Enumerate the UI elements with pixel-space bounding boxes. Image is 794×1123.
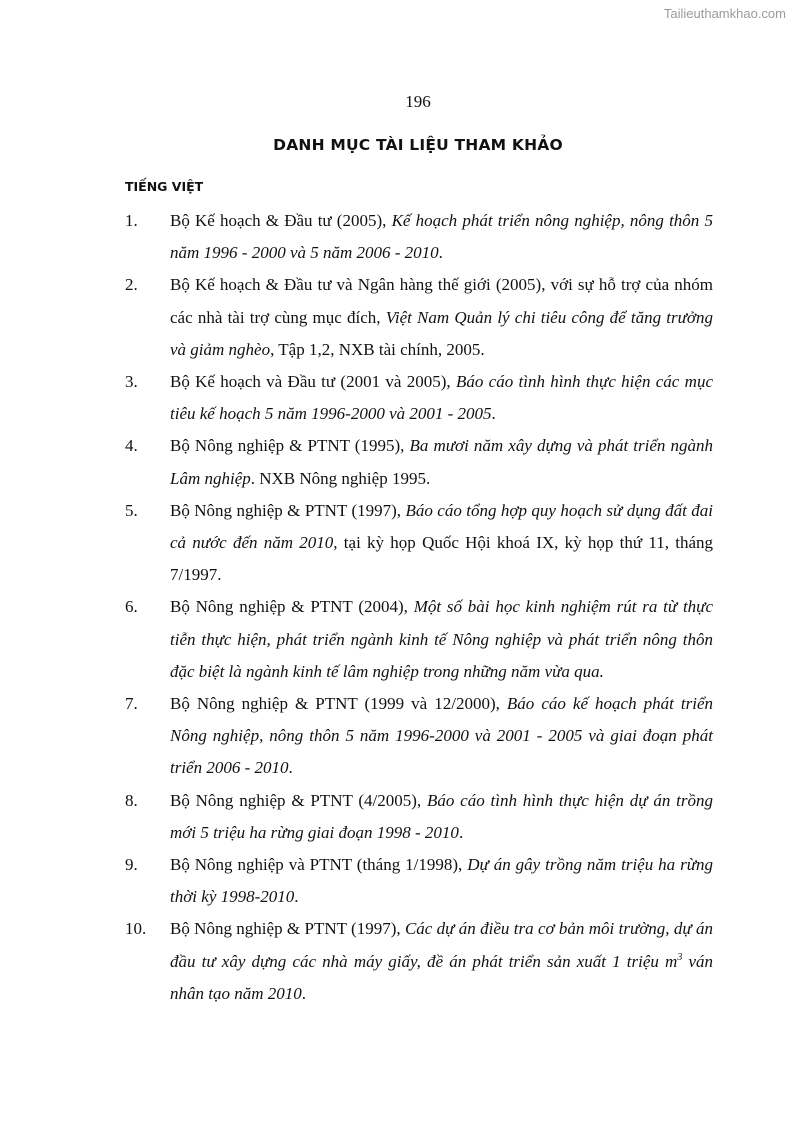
reference-author: Bộ Nông nghiệp & PTNT (1997), xyxy=(170,919,405,939)
reference-rest: . xyxy=(438,243,443,263)
reference-number: 4. xyxy=(125,436,138,456)
reference-item xyxy=(125,269,713,366)
reference-title: Báo cáo tình hình thực hiện các mục tiêu kế hoạch 5 năm 1996-2000 và 2001 - 2005 xyxy=(170,372,713,424)
page-title: DANH MỤC TÀI LIỆU THAM KHẢO xyxy=(273,136,563,154)
reference-author: Bộ Kế hoạch & Đầu tư và Ngân hàng thế giới (2005), với sự hỗ trợ của nhóm các nhà tài trợ cùng mục đích, xyxy=(170,275,713,327)
reference-title: Việt Nam Quản lý chi tiêu công để tăng trưởng và giảm nghèo xyxy=(170,307,713,359)
reference-text xyxy=(170,913,713,1010)
reference-number: 8. xyxy=(125,790,138,810)
reference-number: 9. xyxy=(125,855,138,875)
reference-item xyxy=(125,205,713,269)
watermark: Tailieuthamkhao.com xyxy=(663,6,786,21)
reference-title: Dự án gây trồng năm triệu ha rừng thời kỳ 1998-2010 xyxy=(170,855,713,907)
reference-item xyxy=(125,913,713,1010)
reference-number: 6. xyxy=(125,597,138,617)
reference-title: Một số bài học kinh nghiệm rút ra từ thực tiễn thực hiện, phát triển ngành kinh tế Nông nghiệp và phát triển nông thôn đặc biệt là ngành kinh tế lâm nghiệp trong những năm vừa qua. xyxy=(170,597,714,681)
reference-author: Bộ Nông nghiệp & PTNT (1997), xyxy=(170,500,406,520)
reference-item xyxy=(125,688,713,785)
reference-rest: . xyxy=(294,887,299,907)
reference-text xyxy=(170,591,713,688)
reference-number: 7. xyxy=(125,694,138,714)
reference-item xyxy=(125,430,713,494)
reference-text xyxy=(170,366,713,430)
reference-title: Kế hoạch phát triển nông nghiệp, nông thôn 5 năm 1996 - 2000 và 5 năm 2006 - 2010 xyxy=(170,211,713,263)
reference-author: Bộ Nông nghiệp & PTNT (1995), xyxy=(170,436,410,456)
reference-number: 10. xyxy=(125,919,147,939)
reference-rest: , Tập 1,2, NXB tài chính, 2005. xyxy=(270,339,485,359)
reference-title: Báo cáo kế hoạch phát triển Nông nghiệp, nông thôn 5 năm 1996-2000 và 2001 - 2005 và giai đoạn phát triển 2006 - 2010 xyxy=(170,694,713,778)
reference-rest: . xyxy=(491,404,496,424)
reference-rest: . NXB Nông nghiệp 1995. xyxy=(250,468,431,488)
reference-title-main: Các dự án điều tra cơ bản môi trường, dự án đầu tư xây dựng các nhà máy giấy, đề án phát triển sản xuất 1 triệu m xyxy=(170,919,713,971)
reference-title-tail: ván nhân tạo năm 2010 xyxy=(170,951,714,1003)
reference-item xyxy=(125,849,713,913)
reference-item xyxy=(125,366,713,430)
reference-rest: . xyxy=(458,822,464,842)
reference-rest: tại kỳ họp Quốc Hội khoá IX, kỳ họp thứ 11, tháng 7/1997. xyxy=(170,533,714,585)
reference-title: Báo cáo tổng hợp quy hoạch sử dụng đất đai cả nước đến năm 2010, xyxy=(170,500,714,553)
reference-text xyxy=(170,495,713,592)
reference-rest: . xyxy=(288,758,293,778)
reference-text xyxy=(170,430,713,494)
section-heading: TIẾNG VIỆT xyxy=(125,179,204,194)
reference-author: Bộ Nông nghiệp & PTNT (2004), xyxy=(170,597,414,617)
reference-title: Ba mươi năm xây dựng và phát triển ngành Lâm nghiệp xyxy=(170,436,713,488)
reference-text xyxy=(170,688,713,785)
reference-text xyxy=(170,205,713,269)
reference-author: Bộ Nông nghiệp và PTNT (tháng 1/1998), xyxy=(170,855,468,875)
superscript: 3 xyxy=(677,951,683,963)
reference-author: Bộ Kế hoạch & Đầu tư (2005), xyxy=(170,211,392,230)
reference-rest: . xyxy=(301,983,306,1003)
reference-title: Báo cáo tình hình thực hiện dự án trồng mới 5 triệu ha rừng giai đoạn 1998 - 2010 xyxy=(170,790,713,842)
reference-number: 1. xyxy=(125,211,138,230)
reference-list xyxy=(125,205,713,1010)
reference-author: Bộ Nông nghiệp & PTNT (4/2005), xyxy=(170,790,427,810)
reference-text xyxy=(170,849,713,913)
reference-item xyxy=(125,495,713,592)
reference-number: 3. xyxy=(125,372,138,392)
reference-item xyxy=(125,785,713,849)
reference-number: 2. xyxy=(125,275,138,295)
reference-author: Bộ Nông nghiệp & PTNT (1999 và 12/2000), xyxy=(170,694,507,714)
reference-text xyxy=(170,785,713,849)
reference-author: Bộ Kế hoạch và Đầu tư (2001 và 2005), xyxy=(170,372,456,392)
page-number: 196 xyxy=(405,92,431,111)
reference-text xyxy=(170,269,713,366)
reference-item xyxy=(125,591,713,688)
reference-number: 5. xyxy=(125,500,138,520)
